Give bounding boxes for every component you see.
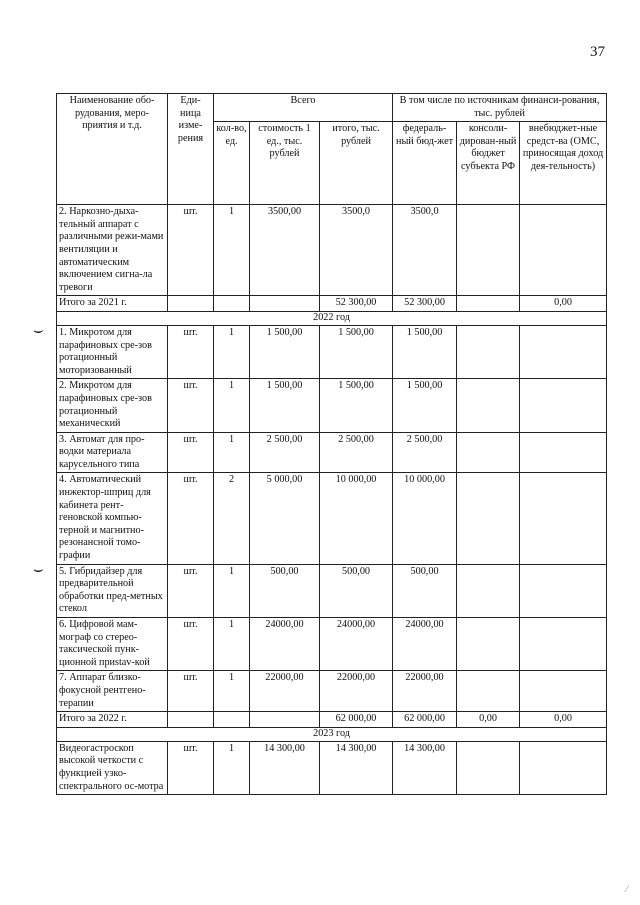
table-row (57, 671, 607, 712)
item-total: 1 500,00 (320, 379, 393, 432)
header-extrabudget: внебюджет-ные средст-ва (ОМС, приносящая доход дея-тельность) (520, 122, 607, 205)
item-total: 3500,0 (320, 205, 393, 296)
item-name: 6. Цифровой мам-мограф со стерео-таксической пунк-ционной приstav-кой (57, 618, 168, 671)
item-name: 2. Наркозно-дыха-тельный аппарат с различными режи-мами вентиляции и автоматическим включением сигна-ла тревоги (57, 205, 168, 296)
table-row (57, 379, 607, 432)
item-extrabudget (520, 379, 607, 432)
item-qty: 1 (214, 671, 250, 712)
item-extrabudget (520, 473, 607, 564)
item-qty: 1 (214, 741, 250, 794)
item-total: 1 500,00 (320, 325, 393, 378)
item-unit: шт. (168, 379, 214, 432)
item-qty (214, 296, 250, 312)
item-qty: 2 (214, 473, 250, 564)
item-name: 7. Аппарат близко-фокусной рентгено-терапии (57, 671, 168, 712)
header-consolidated: консоли-дирован-ный бюджет субъекта РФ (457, 122, 520, 205)
header-qty: кол-во, ед. (214, 122, 250, 205)
total-row (57, 712, 607, 728)
item-unit: шт. (168, 205, 214, 296)
item-unit: шт. (168, 325, 214, 378)
item-qty: 1 (214, 564, 250, 617)
table-row (57, 741, 607, 794)
item-consolidated (457, 205, 520, 296)
table-row (57, 618, 607, 671)
item-name: Видеогастроскоп высокой четкости с функцией узко-спектрального ос-мотра (57, 741, 168, 794)
item-unit-cost (250, 712, 320, 728)
item-name: 5. Гибридайзер для предварительной обработки пред-метных стекол (57, 564, 168, 617)
item-name: 3. Автомат для про-водки материала карусельного типа (57, 432, 168, 473)
item-unit-cost: 500,00 (250, 564, 320, 617)
header-total-cost: итого, тыс. рублей (320, 122, 393, 205)
total-row (57, 296, 607, 312)
item-federal: 3500,0 (393, 205, 457, 296)
item-consolidated (457, 618, 520, 671)
item-federal: 14 300,00 (393, 741, 457, 794)
item-qty: 1 (214, 618, 250, 671)
item-federal: 24000,00 (393, 618, 457, 671)
item-consolidated (457, 379, 520, 432)
item-total: 2 500,00 (320, 432, 393, 473)
item-consolidated (457, 473, 520, 564)
header-unit-cost: стоимость 1 ед., тыс. рублей (250, 122, 320, 205)
item-qty: 1 (214, 379, 250, 432)
table-row (57, 325, 607, 378)
item-consolidated (457, 671, 520, 712)
item-unit: шт. (168, 564, 214, 617)
header-unit: Еди-ница изме-рения (168, 94, 214, 205)
item-unit-cost: 1 500,00 (250, 325, 320, 378)
item-unit-cost: 24000,00 (250, 618, 320, 671)
item-extrabudget (520, 205, 607, 296)
table-row (57, 205, 607, 296)
item-federal: 500,00 (393, 564, 457, 617)
item-name: 1. Микротом для парафиновых сре-зов ротационный моторизованный (57, 325, 168, 378)
item-unit: шт. (168, 618, 214, 671)
item-federal: 10 000,00 (393, 473, 457, 564)
item-total: 52 300,00 (320, 296, 393, 312)
item-consolidated (457, 325, 520, 378)
item-unit-cost (250, 296, 320, 312)
item-federal: 62 000,00 (393, 712, 457, 728)
item-unit-cost: 2 500,00 (250, 432, 320, 473)
item-unit-cost: 14 300,00 (250, 741, 320, 794)
year-separator-row (57, 312, 607, 326)
table-row (57, 432, 607, 473)
item-unit-cost: 22000,00 (250, 671, 320, 712)
item-unit (168, 712, 214, 728)
item-extrabudget (520, 564, 607, 617)
margin-mark: ⌣ (33, 561, 44, 578)
item-total: 24000,00 (320, 618, 393, 671)
item-extrabudget: 0,00 (520, 712, 607, 728)
item-name: Итого за 2021 г. (57, 296, 168, 312)
item-total: 14 300,00 (320, 741, 393, 794)
header-sources-group: В том числе по источникам финанси-рования, тыс. рублей (393, 94, 607, 122)
year-separator-row (57, 728, 607, 742)
table-row (57, 564, 607, 617)
page-number: 37 (590, 44, 605, 60)
item-qty: 1 (214, 325, 250, 378)
item-unit-cost: 3500,00 (250, 205, 320, 296)
item-federal: 2 500,00 (393, 432, 457, 473)
item-extrabudget (520, 671, 607, 712)
item-extrabudget (520, 325, 607, 378)
item-unit (168, 296, 214, 312)
table-row (57, 473, 607, 564)
item-qty (214, 712, 250, 728)
year-label: 2023 год (57, 728, 607, 742)
item-federal: 22000,00 (393, 671, 457, 712)
item-consolidated (457, 564, 520, 617)
item-total: 500,00 (320, 564, 393, 617)
item-qty: 1 (214, 205, 250, 296)
header-federal: федераль-ный бюд-жет (393, 122, 457, 205)
item-federal: 1 500,00 (393, 325, 457, 378)
item-extrabudget (520, 618, 607, 671)
item-total: 62 000,00 (320, 712, 393, 728)
item-extrabudget (520, 432, 607, 473)
item-federal: 1 500,00 (393, 379, 457, 432)
item-total: 22000,00 (320, 671, 393, 712)
item-unit-cost: 1 500,00 (250, 379, 320, 432)
item-unit: шт. (168, 432, 214, 473)
item-name: 2. Микротом для парафиновых сре-зов ротационный механический (57, 379, 168, 432)
corner-mark: ⁄ (626, 884, 628, 894)
item-total: 10 000,00 (320, 473, 393, 564)
item-consolidated: 0,00 (457, 712, 520, 728)
header-name: Наименование обо-рудования, меро-приятия и т.д. (57, 94, 168, 205)
item-unit: шт. (168, 473, 214, 564)
item-federal: 52 300,00 (393, 296, 457, 312)
item-name: Итого за 2022 г. (57, 712, 168, 728)
item-name: 4. Автоматический инжектор-шприц для кабинета рент-геновской компью-терной и магнитно-резонансной томо-графии (57, 473, 168, 564)
item-extrabudget (520, 741, 607, 794)
item-consolidated (457, 741, 520, 794)
item-unit: шт. (168, 741, 214, 794)
year-label: 2022 год (57, 312, 607, 326)
table-header-row (57, 94, 607, 122)
item-extrabudget: 0,00 (520, 296, 607, 312)
item-qty: 1 (214, 432, 250, 473)
item-consolidated (457, 296, 520, 312)
item-unit-cost: 5 000,00 (250, 473, 320, 564)
equipment-table (56, 93, 607, 795)
item-consolidated (457, 432, 520, 473)
item-unit: шт. (168, 671, 214, 712)
margin-mark: ⌣ (33, 322, 44, 339)
header-total-group: Всего (214, 94, 393, 122)
